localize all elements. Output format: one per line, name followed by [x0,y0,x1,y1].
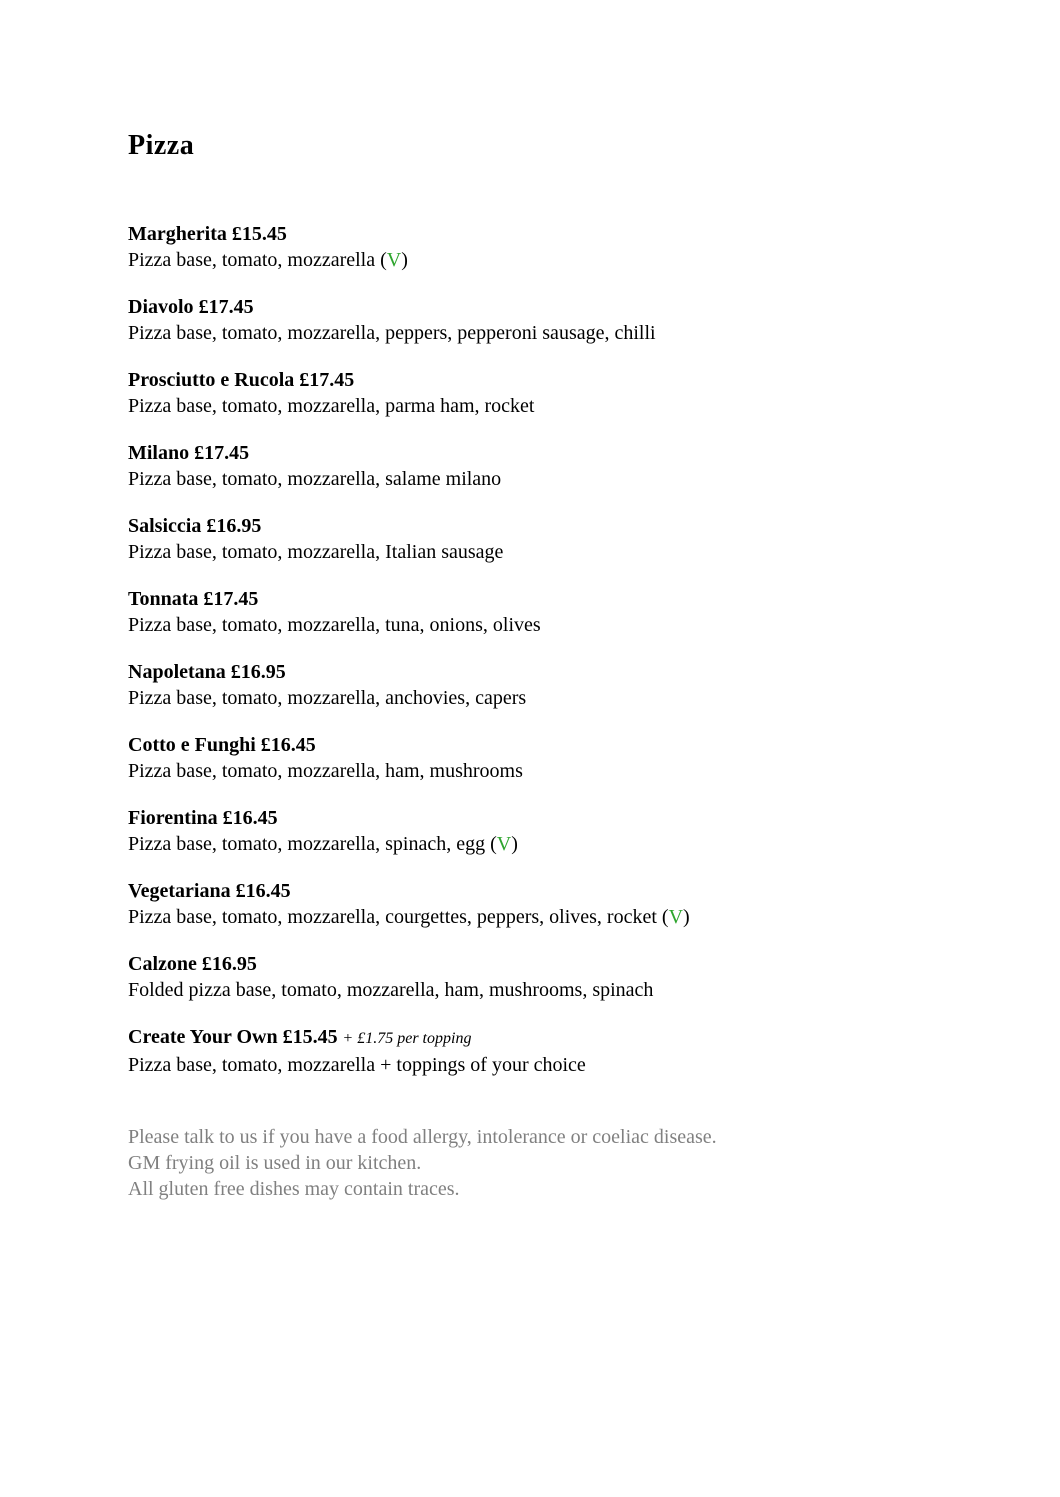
item-price: £16.45 [222,807,278,829]
item-price-note: + £1.75 per topping [342,1030,472,1047]
menu-item [128,732,1000,784]
item-price: £15.45 [231,223,287,245]
item-name: Margherita [128,223,227,245]
item-price: £16.45 [235,880,291,902]
item-description: Pizza base, tomato, mozzarella [128,249,376,271]
item-name: Cotto e Funghi [128,734,256,756]
item-price: £16.95 [201,953,257,975]
item-description: Pizza base, tomato, mozzarella + toppings of your choice [128,1054,586,1076]
item-price: £17.45 [194,442,250,464]
footer-notes [128,1124,1000,1202]
item-name: Diavolo [128,296,194,318]
item-description: Pizza base, tomato, mozzarella, parma ham, rocket [128,395,535,417]
veg-paren-open: ( [661,906,669,928]
item-description: Pizza base, tomato, mozzarella, spinach, egg [128,833,486,855]
item-name: Vegetariana [128,880,231,902]
veg-paren-close: ) [511,833,518,855]
page-title: Pizza [128,130,195,161]
menu-item [128,440,1000,492]
veg-paren-open: ( [490,833,497,855]
menu-item [128,1024,1000,1078]
item-price: £16.95 [206,515,262,537]
item-price: £15.45 [282,1026,338,1048]
menu-item [128,513,1000,565]
item-price: £16.45 [260,734,316,756]
veg-paren-open: ( [380,249,387,271]
item-description: Pizza base, tomato, mozzarella, tuna, onions, olives [128,614,541,636]
veg-paren-close: ) [401,249,408,271]
item-name: Fiorentina [128,807,218,829]
menu-item-list [128,221,1000,1078]
item-description: Pizza base, tomato, mozzarella, peppers, pepperoni sausage, chilli [128,322,656,344]
item-name: Napoletana [128,661,226,683]
item-name: Tonnata [128,588,199,610]
item-price: £17.45 [198,296,254,318]
footer-line: All gluten free dishes may contain traces. [128,1178,460,1200]
menu-item [128,586,1000,638]
item-name: Milano [128,442,190,464]
item-description: Pizza base, tomato, mozzarella, Italian sausage [128,541,504,563]
item-name: Prosciutto e Rucola [128,369,295,391]
vegetarian-marker [380,249,408,271]
item-description: Pizza base, tomato, mozzarella, courgettes, peppers, olives, rocket [128,906,657,928]
item-description: Pizza base, tomato, mozzarella, anchovies, capers [128,687,527,709]
veg-letter: V [496,833,512,855]
veg-paren-close: ) [683,906,690,928]
menu-item [128,951,1000,1003]
menu-item [128,659,1000,711]
menu-item [128,805,1000,857]
item-description: Pizza base, tomato, mozzarella, salame milano [128,468,502,490]
item-name: Calzone [128,953,197,975]
vegetarian-marker [662,906,690,928]
menu-item [128,221,1000,273]
item-price: £17.45 [203,588,259,610]
menu-item [128,294,1000,346]
item-name: Salsiccia [128,515,202,537]
veg-letter: V [386,249,402,271]
item-price: £17.45 [299,369,355,391]
menu-content [128,131,1000,1202]
menu-item [128,878,1000,930]
footer-line: GM frying oil is used in our kitchen. [128,1152,422,1174]
vegetarian-marker [490,833,518,855]
item-name: Create Your Own [128,1026,278,1048]
item-description: Pizza base, tomato, mozzarella, ham, mushrooms [128,760,523,782]
veg-letter: V [668,906,684,928]
menu-item [128,367,1000,419]
item-description: Folded pizza base, tomato, mozzarella, ham, mushrooms, spinach [128,979,654,1001]
footer-line: Please talk to us if you have a food allergy, intolerance or coeliac disease. [128,1126,717,1148]
item-price: £16.95 [230,661,286,683]
